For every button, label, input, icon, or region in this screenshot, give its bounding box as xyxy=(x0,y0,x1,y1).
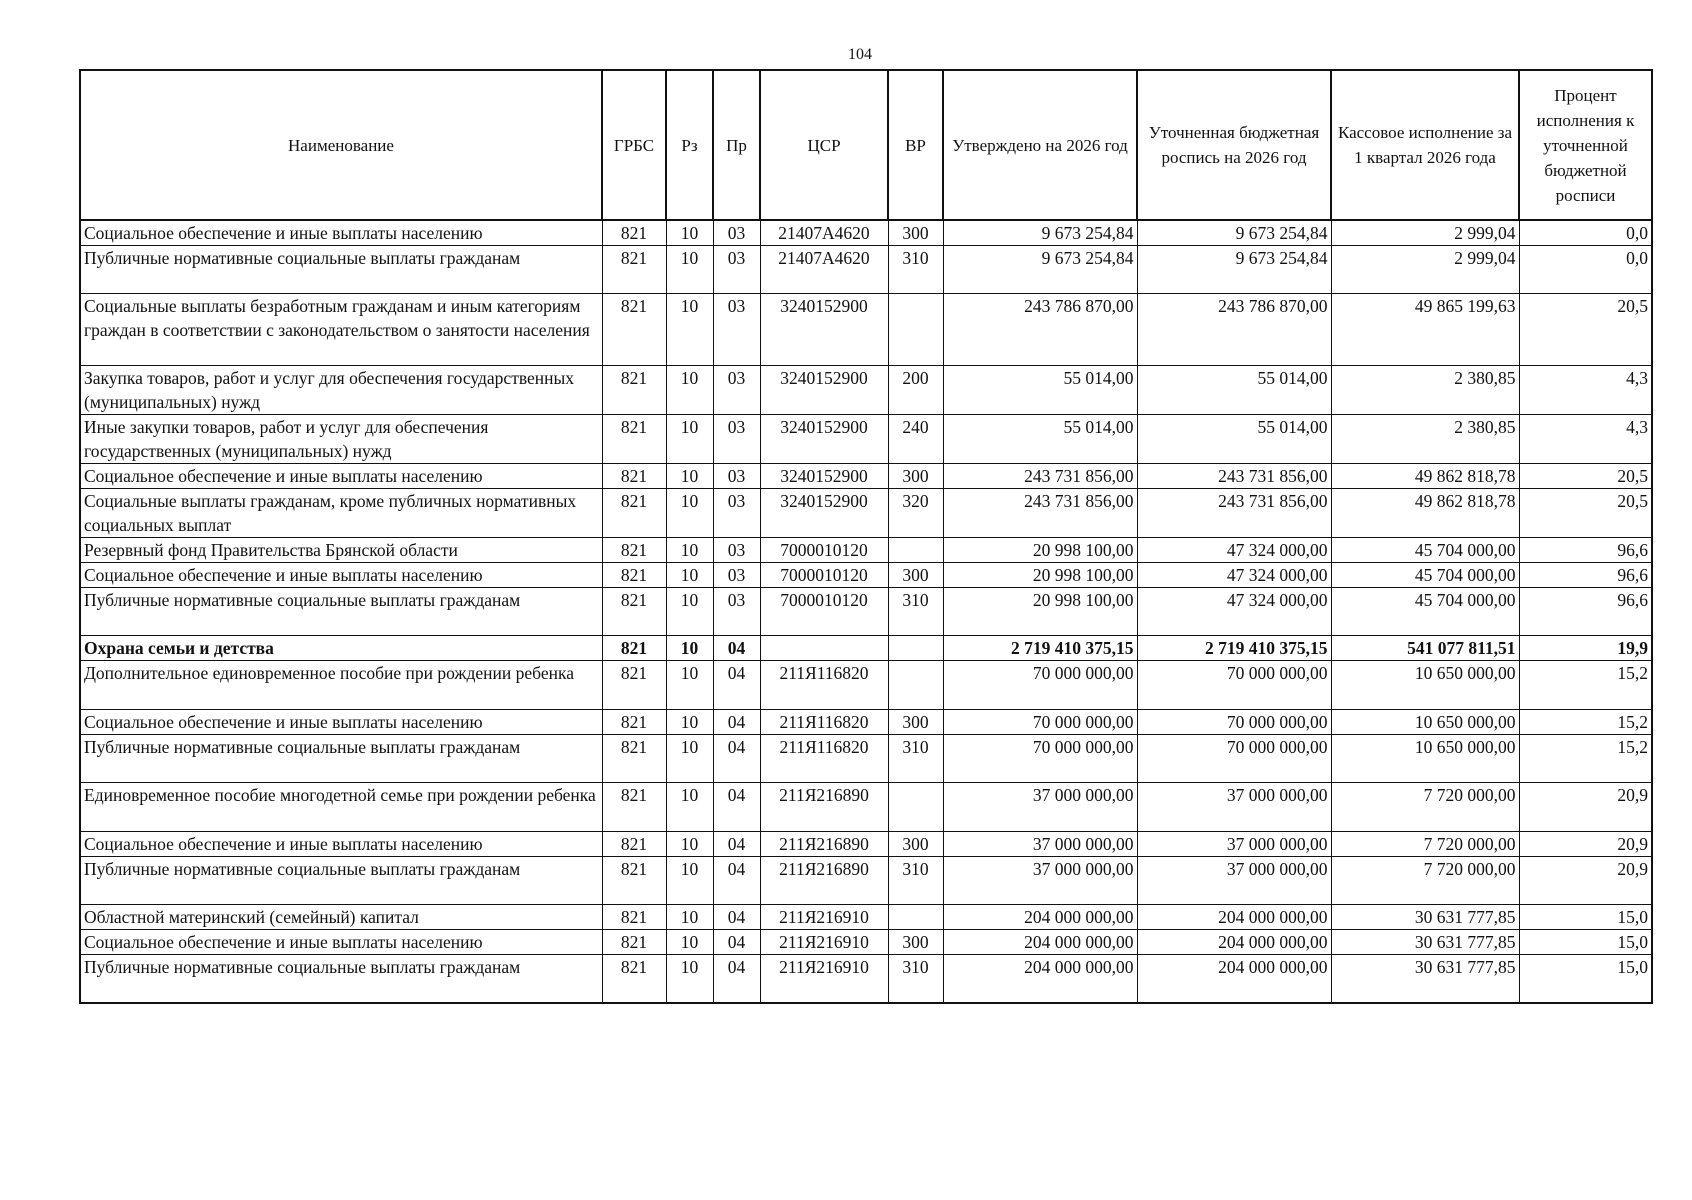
cell-pr: 04 xyxy=(713,832,760,857)
cell-cash: 10 650 000,00 xyxy=(1331,710,1519,735)
cell-grbs: 821 xyxy=(602,710,666,735)
cell-refined: 243 786 870,00 xyxy=(1137,294,1331,366)
cell-percent: 96,6 xyxy=(1519,563,1652,588)
table-row xyxy=(80,464,1652,489)
cell-percent: 96,6 xyxy=(1519,538,1652,563)
cell-vr: 300 xyxy=(888,930,943,955)
cell-name: Социальное обеспечение и иные выплаты населению xyxy=(80,930,602,955)
cell-csr: 21407А4620 xyxy=(760,220,888,246)
cell-pr: 03 xyxy=(713,538,760,563)
cell-refined: 37 000 000,00 xyxy=(1137,832,1331,857)
header-grbs: ГРБС xyxy=(602,70,666,220)
cell-cash: 2 380,85 xyxy=(1331,366,1519,415)
table-row xyxy=(80,415,1652,464)
cell-approved: 204 000 000,00 xyxy=(943,905,1137,930)
cell-cash: 7 720 000,00 xyxy=(1331,783,1519,832)
cell-pr: 04 xyxy=(713,930,760,955)
cell-pr: 04 xyxy=(713,783,760,832)
cell-grbs: 821 xyxy=(602,294,666,366)
cell-approved: 55 014,00 xyxy=(943,415,1137,464)
cell-csr: 21407А4620 xyxy=(760,246,888,294)
cell-refined: 2 719 410 375,15 xyxy=(1137,636,1331,661)
cell-refined: 37 000 000,00 xyxy=(1137,783,1331,832)
table-header xyxy=(80,70,1652,220)
header-pr: Пр xyxy=(713,70,760,220)
cell-name: Иные закупки товаров, работ и услуг для обеспечения государственных (муниципальных) нужд xyxy=(80,415,602,464)
table-row xyxy=(80,588,1652,636)
cell-refined: 204 000 000,00 xyxy=(1137,930,1331,955)
cell-approved: 9 673 254,84 xyxy=(943,220,1137,246)
cell-refined: 243 731 856,00 xyxy=(1137,489,1331,538)
cell-pr: 03 xyxy=(713,563,760,588)
cell-name: Социальное обеспечение и иные выплаты населению xyxy=(80,464,602,489)
cell-refined: 47 324 000,00 xyxy=(1137,563,1331,588)
cell-approved: 55 014,00 xyxy=(943,366,1137,415)
cell-refined: 37 000 000,00 xyxy=(1137,857,1331,905)
table-row xyxy=(80,857,1652,905)
cell-vr xyxy=(888,905,943,930)
cell-approved: 70 000 000,00 xyxy=(943,710,1137,735)
cell-csr: 3240152900 xyxy=(760,464,888,489)
cell-cash: 7 720 000,00 xyxy=(1331,857,1519,905)
header-row xyxy=(80,70,1652,220)
cell-rz: 10 xyxy=(666,464,713,489)
cell-approved: 70 000 000,00 xyxy=(943,735,1137,783)
cell-approved: 37 000 000,00 xyxy=(943,857,1137,905)
cell-csr: 7000010120 xyxy=(760,563,888,588)
cell-pr: 04 xyxy=(713,905,760,930)
cell-name: Публичные нормативные социальные выплаты гражданам xyxy=(80,735,602,783)
cell-pr: 03 xyxy=(713,415,760,464)
cell-name: Публичные нормативные социальные выплаты гражданам xyxy=(80,588,602,636)
cell-pr: 04 xyxy=(713,955,760,1003)
header-refined: Уточненная бюджетная роспись на 2026 год xyxy=(1137,70,1331,220)
cell-rz: 10 xyxy=(666,735,713,783)
cell-csr: 211Я216890 xyxy=(760,783,888,832)
cell-csr: 3240152900 xyxy=(760,415,888,464)
cell-vr xyxy=(888,661,943,710)
cell-grbs: 821 xyxy=(602,832,666,857)
cell-approved: 204 000 000,00 xyxy=(943,930,1137,955)
cell-csr: 3240152900 xyxy=(760,489,888,538)
cell-name: Публичные нормативные социальные выплаты гражданам xyxy=(80,955,602,1003)
cell-pr: 04 xyxy=(713,661,760,710)
cell-cash: 45 704 000,00 xyxy=(1331,538,1519,563)
header-approved: Утверждено на 2026 год xyxy=(943,70,1137,220)
cell-percent: 20,9 xyxy=(1519,832,1652,857)
cell-refined: 204 000 000,00 xyxy=(1137,905,1331,930)
cell-csr: 211Я216910 xyxy=(760,930,888,955)
cell-rz: 10 xyxy=(666,955,713,1003)
cell-percent: 15,0 xyxy=(1519,955,1652,1003)
cell-percent: 4,3 xyxy=(1519,415,1652,464)
cell-csr: 211Я216890 xyxy=(760,832,888,857)
header-csr: ЦСР xyxy=(760,70,888,220)
cell-vr: 200 xyxy=(888,366,943,415)
cell-rz: 10 xyxy=(666,588,713,636)
cell-approved: 243 731 856,00 xyxy=(943,464,1137,489)
cell-percent: 96,6 xyxy=(1519,588,1652,636)
cell-name: Социальное обеспечение и иные выплаты населению xyxy=(80,832,602,857)
table-row xyxy=(80,735,1652,783)
cell-cash: 30 631 777,85 xyxy=(1331,905,1519,930)
cell-vr: 240 xyxy=(888,415,943,464)
cell-grbs: 821 xyxy=(602,857,666,905)
cell-percent: 20,5 xyxy=(1519,294,1652,366)
cell-rz: 10 xyxy=(666,783,713,832)
table-row xyxy=(80,832,1652,857)
cell-percent: 0,0 xyxy=(1519,220,1652,246)
table-row xyxy=(80,538,1652,563)
cell-pr: 03 xyxy=(713,294,760,366)
cell-refined: 9 673 254,84 xyxy=(1137,220,1331,246)
cell-vr: 310 xyxy=(888,735,943,783)
cell-percent: 19,9 xyxy=(1519,636,1652,661)
cell-rz: 10 xyxy=(666,366,713,415)
budget-table xyxy=(79,69,1653,1004)
cell-cash: 49 865 199,63 xyxy=(1331,294,1519,366)
cell-rz: 10 xyxy=(666,563,713,588)
cell-vr: 300 xyxy=(888,563,943,588)
cell-name: Публичные нормативные социальные выплаты гражданам xyxy=(80,857,602,905)
cell-percent: 15,0 xyxy=(1519,930,1652,955)
cell-rz: 10 xyxy=(666,415,713,464)
cell-cash: 7 720 000,00 xyxy=(1331,832,1519,857)
cell-name: Резервный фонд Правительства Брянской области xyxy=(80,538,602,563)
cell-csr: 3240152900 xyxy=(760,294,888,366)
cell-vr: 310 xyxy=(888,857,943,905)
cell-pr: 04 xyxy=(713,636,760,661)
cell-rz: 10 xyxy=(666,220,713,246)
cell-grbs: 821 xyxy=(602,930,666,955)
cell-refined: 55 014,00 xyxy=(1137,366,1331,415)
cell-vr: 300 xyxy=(888,220,943,246)
header-rz: Рз xyxy=(666,70,713,220)
cell-rz: 10 xyxy=(666,636,713,661)
cell-percent: 20,9 xyxy=(1519,857,1652,905)
cell-csr: 3240152900 xyxy=(760,366,888,415)
cell-name: Дополнительное единовременное пособие при рождении ребенка xyxy=(80,661,602,710)
table-row xyxy=(80,783,1652,832)
table-row xyxy=(80,636,1652,661)
table-row xyxy=(80,905,1652,930)
header-vr: ВР xyxy=(888,70,943,220)
cell-pr: 03 xyxy=(713,464,760,489)
cell-grbs: 821 xyxy=(602,636,666,661)
cell-refined: 9 673 254,84 xyxy=(1137,246,1331,294)
cell-name: Охрана семьи и детства xyxy=(80,636,602,661)
cell-rz: 10 xyxy=(666,857,713,905)
cell-csr: 211Я116820 xyxy=(760,710,888,735)
cell-cash: 30 631 777,85 xyxy=(1331,955,1519,1003)
cell-approved: 243 731 856,00 xyxy=(943,489,1137,538)
cell-pr: 04 xyxy=(713,857,760,905)
cell-vr xyxy=(888,783,943,832)
cell-refined: 70 000 000,00 xyxy=(1137,710,1331,735)
cell-cash: 49 862 818,78 xyxy=(1331,489,1519,538)
cell-refined: 70 000 000,00 xyxy=(1137,735,1331,783)
cell-approved: 20 998 100,00 xyxy=(943,588,1137,636)
table-row xyxy=(80,489,1652,538)
cell-grbs: 821 xyxy=(602,246,666,294)
cell-pr: 03 xyxy=(713,588,760,636)
cell-grbs: 821 xyxy=(602,588,666,636)
cell-refined: 243 731 856,00 xyxy=(1137,464,1331,489)
cell-grbs: 821 xyxy=(602,366,666,415)
cell-name: Социальные выплаты гражданам, кроме публичных нормативных социальных выплат xyxy=(80,489,602,538)
cell-pr: 04 xyxy=(713,710,760,735)
cell-percent: 0,0 xyxy=(1519,246,1652,294)
cell-pr: 03 xyxy=(713,489,760,538)
cell-cash: 10 650 000,00 xyxy=(1331,735,1519,783)
cell-grbs: 821 xyxy=(602,415,666,464)
cell-pr: 04 xyxy=(713,735,760,783)
table-row xyxy=(80,294,1652,366)
cell-vr xyxy=(888,636,943,661)
cell-vr: 310 xyxy=(888,246,943,294)
cell-name: Социальные выплаты безработным гражданам и иным категориям граждан в соответствии с законодательством о занятости населения xyxy=(80,294,602,366)
table-row xyxy=(80,661,1652,710)
cell-percent: 4,3 xyxy=(1519,366,1652,415)
cell-approved: 204 000 000,00 xyxy=(943,955,1137,1003)
cell-grbs: 821 xyxy=(602,538,666,563)
header-name: Наименование xyxy=(80,70,602,220)
cell-approved: 20 998 100,00 xyxy=(943,538,1137,563)
cell-rz: 10 xyxy=(666,246,713,294)
cell-rz: 10 xyxy=(666,832,713,857)
cell-grbs: 821 xyxy=(602,563,666,588)
table-row xyxy=(80,246,1652,294)
table-row xyxy=(80,220,1652,246)
cell-refined: 47 324 000,00 xyxy=(1137,538,1331,563)
cell-name: Социальное обеспечение и иные выплаты населению xyxy=(80,220,602,246)
cell-rz: 10 xyxy=(666,710,713,735)
cell-vr: 310 xyxy=(888,588,943,636)
cell-vr: 300 xyxy=(888,464,943,489)
table-row xyxy=(80,563,1652,588)
cell-name: Социальное обеспечение и иные выплаты населению xyxy=(80,710,602,735)
cell-percent: 15,2 xyxy=(1519,661,1652,710)
cell-approved: 243 786 870,00 xyxy=(943,294,1137,366)
cell-grbs: 821 xyxy=(602,735,666,783)
cell-vr: 310 xyxy=(888,955,943,1003)
cell-approved: 9 673 254,84 xyxy=(943,246,1137,294)
cell-pr: 03 xyxy=(713,220,760,246)
cell-percent: 20,5 xyxy=(1519,464,1652,489)
cell-vr: 300 xyxy=(888,832,943,857)
table-row xyxy=(80,955,1652,1003)
page-number: 104 xyxy=(848,46,872,63)
cell-refined: 55 014,00 xyxy=(1137,415,1331,464)
cell-percent: 15,0 xyxy=(1519,905,1652,930)
cell-refined: 70 000 000,00 xyxy=(1137,661,1331,710)
cell-approved: 2 719 410 375,15 xyxy=(943,636,1137,661)
cell-approved: 37 000 000,00 xyxy=(943,832,1137,857)
cell-refined: 204 000 000,00 xyxy=(1137,955,1331,1003)
cell-csr xyxy=(760,636,888,661)
cell-cash: 45 704 000,00 xyxy=(1331,588,1519,636)
cell-percent: 20,5 xyxy=(1519,489,1652,538)
cell-pr: 03 xyxy=(713,366,760,415)
cell-cash: 10 650 000,00 xyxy=(1331,661,1519,710)
table-row xyxy=(80,930,1652,955)
cell-pr: 03 xyxy=(713,246,760,294)
header-cash: Кассовое исполнение за 1 квартал 2026 года xyxy=(1331,70,1519,220)
cell-grbs: 821 xyxy=(602,955,666,1003)
cell-cash: 49 862 818,78 xyxy=(1331,464,1519,489)
cell-vr: 300 xyxy=(888,710,943,735)
cell-grbs: 821 xyxy=(602,464,666,489)
cell-rz: 10 xyxy=(666,661,713,710)
cell-grbs: 821 xyxy=(602,220,666,246)
cell-csr: 7000010120 xyxy=(760,538,888,563)
cell-vr xyxy=(888,538,943,563)
table-row xyxy=(80,366,1652,415)
cell-rz: 10 xyxy=(666,294,713,366)
cell-cash: 2 999,04 xyxy=(1331,220,1519,246)
cell-name: Публичные нормативные социальные выплаты гражданам xyxy=(80,246,602,294)
cell-cash: 45 704 000,00 xyxy=(1331,563,1519,588)
cell-csr: 211Я216910 xyxy=(760,955,888,1003)
cell-grbs: 821 xyxy=(602,905,666,930)
table-body xyxy=(80,220,1652,1003)
table-row xyxy=(80,710,1652,735)
cell-cash: 30 631 777,85 xyxy=(1331,930,1519,955)
cell-rz: 10 xyxy=(666,930,713,955)
cell-csr: 211Я216890 xyxy=(760,857,888,905)
header-percent: Процент исполнения к уточненной бюджетной росписи xyxy=(1519,70,1652,220)
cell-csr: 211Я216910 xyxy=(760,905,888,930)
cell-approved: 37 000 000,00 xyxy=(943,783,1137,832)
cell-grbs: 821 xyxy=(602,661,666,710)
cell-rz: 10 xyxy=(666,905,713,930)
cell-percent: 15,2 xyxy=(1519,710,1652,735)
cell-csr: 211Я116820 xyxy=(760,735,888,783)
cell-name: Закупка товаров, работ и услуг для обеспечения государственных (муниципальных) нужд xyxy=(80,366,602,415)
cell-approved: 70 000 000,00 xyxy=(943,661,1137,710)
cell-csr: 7000010120 xyxy=(760,588,888,636)
cell-rz: 10 xyxy=(666,489,713,538)
cell-percent: 15,2 xyxy=(1519,735,1652,783)
cell-grbs: 821 xyxy=(602,783,666,832)
cell-percent: 20,9 xyxy=(1519,783,1652,832)
cell-vr xyxy=(888,294,943,366)
cell-cash: 2 999,04 xyxy=(1331,246,1519,294)
cell-cash: 2 380,85 xyxy=(1331,415,1519,464)
cell-refined: 47 324 000,00 xyxy=(1137,588,1331,636)
cell-name: Областной материнский (семейный) капитал xyxy=(80,905,602,930)
cell-grbs: 821 xyxy=(602,489,666,538)
cell-name: Единовременное пособие многодетной семье при рождении ребенка xyxy=(80,783,602,832)
cell-csr: 211Я116820 xyxy=(760,661,888,710)
cell-name: Социальное обеспечение и иные выплаты населению xyxy=(80,563,602,588)
cell-approved: 20 998 100,00 xyxy=(943,563,1137,588)
cell-rz: 10 xyxy=(666,538,713,563)
cell-vr: 320 xyxy=(888,489,943,538)
cell-cash: 541 077 811,51 xyxy=(1331,636,1519,661)
